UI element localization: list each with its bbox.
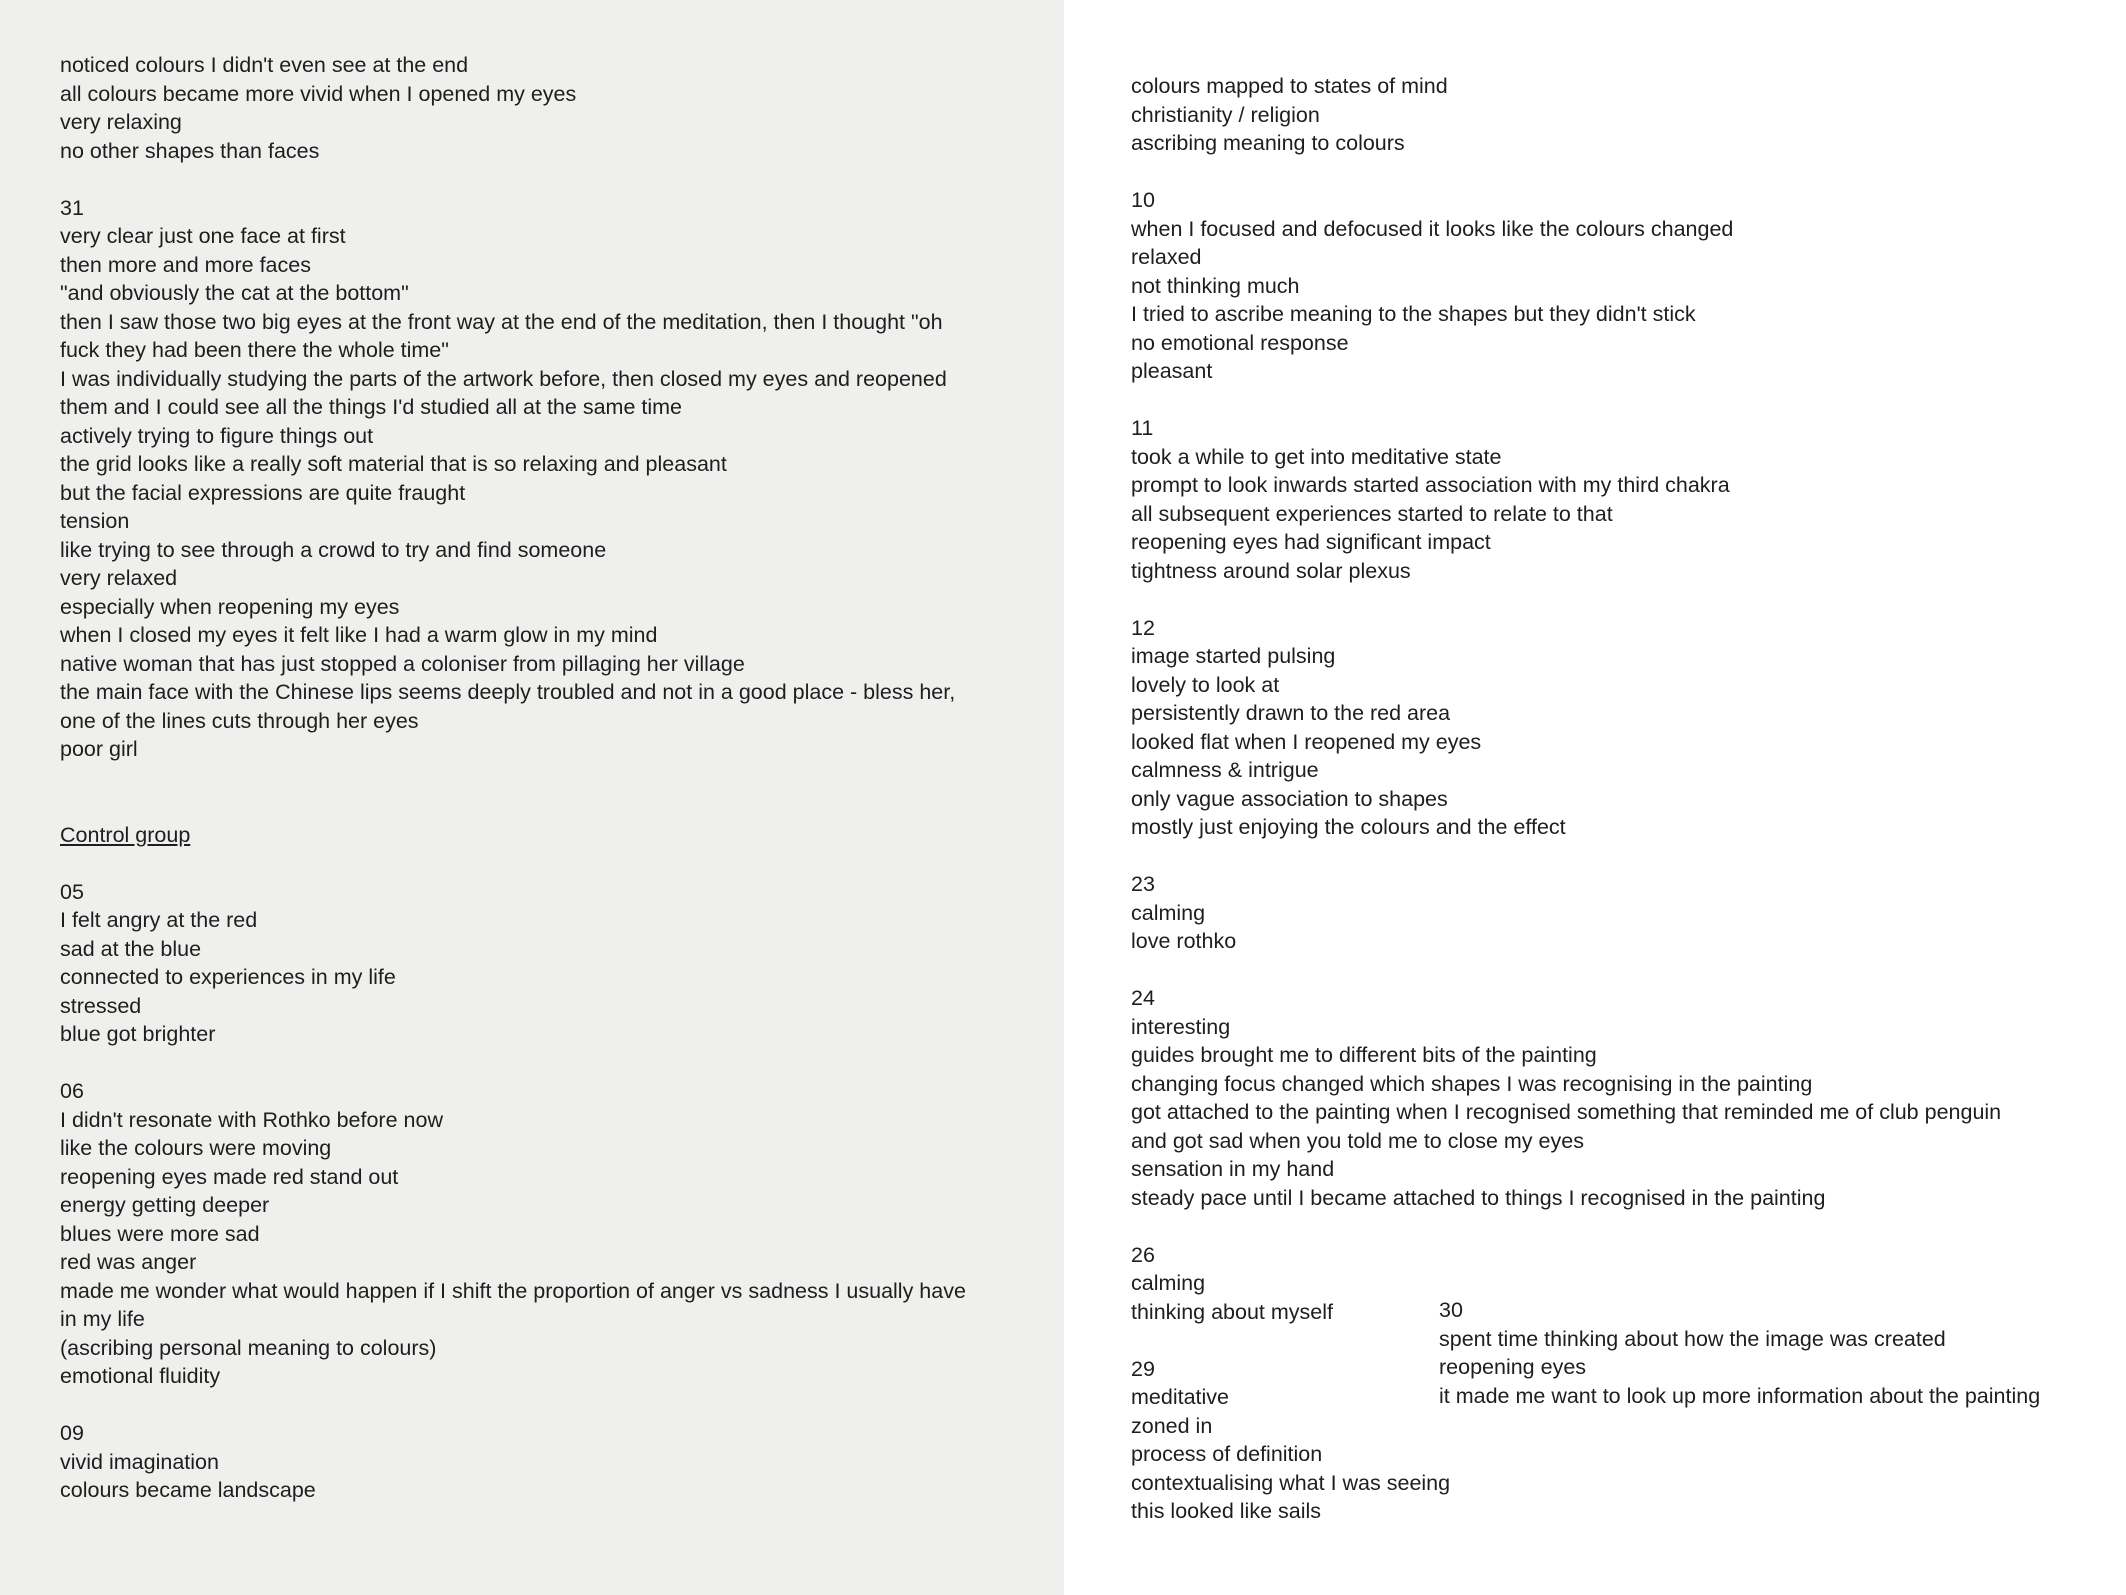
note-line: guides brought me to different bits of the painting	[1131, 1043, 1597, 1067]
spacer	[60, 1049, 1020, 1078]
spacer	[60, 792, 1020, 821]
note-line: image started pulsing	[1131, 644, 1336, 668]
note-line: but the facial expressions are quite fraught	[60, 480, 466, 505]
note-line: ascribing meaning to colours	[1131, 131, 1405, 155]
spacer	[1131, 956, 2091, 985]
note-line: blues were more sad	[60, 1221, 260, 1246]
note-line: I felt angry at the red	[60, 908, 258, 932]
note-line: meditative	[1131, 1385, 1229, 1409]
note-line: looked flat when I reopened my eyes	[1131, 729, 1482, 754]
note-line: thinking about myself	[1131, 1299, 1333, 1324]
note-line: calming	[1131, 1271, 1206, 1295]
note-line: them and I could see all the things I'd studied all at the same time	[60, 395, 682, 419]
note-line: native woman that has just stopped a coloniser from pillaging her village	[60, 651, 745, 676]
note-line: I didn't resonate with Rothko before now	[60, 1107, 443, 1132]
note-line: tightness around solar plexus	[1131, 558, 1411, 583]
note-line: poor girl	[60, 737, 138, 761]
participant-number: 30	[1439, 1298, 1463, 1322]
note-line: reopening eyes had significant impact	[1131, 530, 1491, 554]
note-line: very relaxing	[60, 110, 182, 134]
note-line: this looked like sails	[1131, 1499, 1322, 1523]
participant-number: 05	[60, 879, 84, 904]
participant-number: 24	[1131, 986, 1155, 1010]
spacer	[1131, 585, 2091, 614]
note-line: in my life	[60, 1307, 145, 1331]
note-line: then more and more faces	[60, 252, 311, 277]
note-line: I tried to ascribe meaning to the shapes but they didn't stick	[1131, 302, 1696, 326]
note-line: (ascribing personal meaning to colours)	[60, 1335, 437, 1360]
note-line: only vague association to shapes	[1131, 786, 1448, 811]
note-line: like trying to see through a crowd to try and find someone	[60, 537, 607, 562]
note-line: made me wonder what would happen if I shift the proportion of anger vs sadness I usually have	[60, 1278, 966, 1303]
note-line: tension	[60, 509, 130, 533]
note-line: and got sad when you told me to close my eyes	[1131, 1128, 1584, 1153]
right-notes-side-column	[1439, 1296, 2099, 1410]
note-line: reopening eyes	[1439, 1355, 1587, 1379]
note-line: the main face with the Chinese lips seems deeply troubled and not in a good place - bless her,	[60, 680, 956, 704]
note-line: no emotional response	[1131, 330, 1349, 355]
note-line: took a while to get into meditative state	[1131, 444, 1502, 469]
note-line: calmness & intrigue	[1131, 758, 1319, 782]
note-line: one of the lines cuts through her eyes	[60, 708, 419, 733]
note-line: reopening eyes made red stand out	[60, 1164, 399, 1189]
note-line: the grid looks like a really soft material that is so relaxing and pleasant	[60, 452, 727, 476]
note-line: fuck they had been there the whole time"	[60, 338, 449, 362]
note-line: lovely to look at	[1131, 672, 1280, 697]
note-line: especially when reopening my eyes	[60, 594, 400, 619]
note-line: vivid imagination	[60, 1449, 219, 1474]
participant-number: 10	[1131, 188, 1155, 212]
note-line: mostly just enjoying the colours and the effect	[1131, 815, 1566, 839]
note-line: not thinking much	[1131, 273, 1300, 298]
note-line: connected to experiences in my life	[60, 965, 396, 989]
note-line: love rothko	[1131, 929, 1237, 953]
note-line: I was individually studying the parts of the artwork before, then closed my eyes and reopened	[60, 366, 947, 391]
spacer	[1131, 842, 2091, 871]
participant-number: 11	[1131, 416, 1154, 440]
note-line: all subsequent experiences started to relate to that	[1131, 501, 1613, 526]
note-line: prompt to look inwards started association with my third chakra	[1131, 473, 1730, 497]
section-heading-control-group: Control group	[60, 822, 191, 847]
spacer	[60, 1391, 1020, 1420]
note-line: pleasant	[1131, 359, 1213, 383]
note-line: no other shapes than faces	[60, 138, 320, 163]
note-line: actively trying to figure things out	[60, 423, 374, 448]
participant-number: 09	[60, 1421, 84, 1445]
note-line: "and obviously the cat at the bottom"	[60, 281, 409, 305]
note-line: persistently drawn to the red area	[1131, 701, 1451, 725]
note-line: spent time thinking about how the image was created	[1439, 1326, 1946, 1351]
note-line: very relaxed	[60, 566, 178, 590]
note-line: it made me want to look up more information about the painting	[1439, 1383, 2041, 1408]
note-line: energy getting deeper	[60, 1193, 270, 1217]
note-line: sad at the blue	[60, 936, 202, 961]
note-line: colours became landscape	[60, 1478, 316, 1502]
participant-number: 23	[1131, 872, 1155, 896]
note-line: very clear just one face at first	[60, 224, 346, 248]
note-line: emotional fluidity	[60, 1364, 221, 1388]
participant-number: 31	[60, 195, 84, 220]
spacer	[1131, 1212, 2091, 1241]
note-line: changing focus changed which shapes I was recognising in the painting	[1131, 1071, 1813, 1096]
note-line: calming	[1131, 900, 1206, 925]
note-line: relaxed	[1131, 245, 1202, 269]
spacer	[1131, 386, 2091, 415]
note-line: stressed	[60, 993, 142, 1018]
participant-number: 29	[1131, 1356, 1155, 1381]
note-line: christianity / religion	[1131, 102, 1320, 127]
note-line: interesting	[1131, 1014, 1231, 1039]
note-line: sensation in my hand	[1131, 1157, 1335, 1181]
note-line: like the colours were moving	[60, 1136, 332, 1160]
spacer	[60, 764, 1020, 793]
spacer	[60, 849, 1020, 878]
spacer	[1131, 158, 2091, 187]
note-line: contextualising what I was seeing	[1131, 1470, 1451, 1495]
note-line: colours mapped to states of mind	[1131, 74, 1448, 98]
note-line: then I saw those two big eyes at the front way at the end of the meditation, then I thought "oh	[60, 309, 943, 334]
participant-number: 26	[1131, 1242, 1155, 1267]
note-line: when I closed my eyes it felt like I had a warm glow in my mind	[60, 623, 658, 647]
note-line: all colours became more vivid when I opened my eyes	[60, 81, 577, 106]
note-line: got attached to the painting when I recognised something that reminded me of club penguin	[1131, 1100, 2002, 1124]
participant-number: 06	[60, 1079, 84, 1103]
note-line: blue got brighter	[60, 1022, 216, 1046]
note-line: when I focused and defocused it looks like the colours changed	[1131, 216, 1734, 241]
note-line: steady pace until I became attached to things I recognised in the painting	[1131, 1185, 1826, 1210]
spacer	[60, 165, 1020, 194]
note-line: process of definition	[1131, 1442, 1323, 1466]
note-line: red was anger	[60, 1250, 197, 1274]
left-notes-column	[60, 51, 1020, 1505]
note-line: zoned in	[1131, 1413, 1213, 1438]
participant-number: 12	[1131, 615, 1155, 640]
note-line: noticed colours I didn't even see at the end	[60, 53, 469, 77]
